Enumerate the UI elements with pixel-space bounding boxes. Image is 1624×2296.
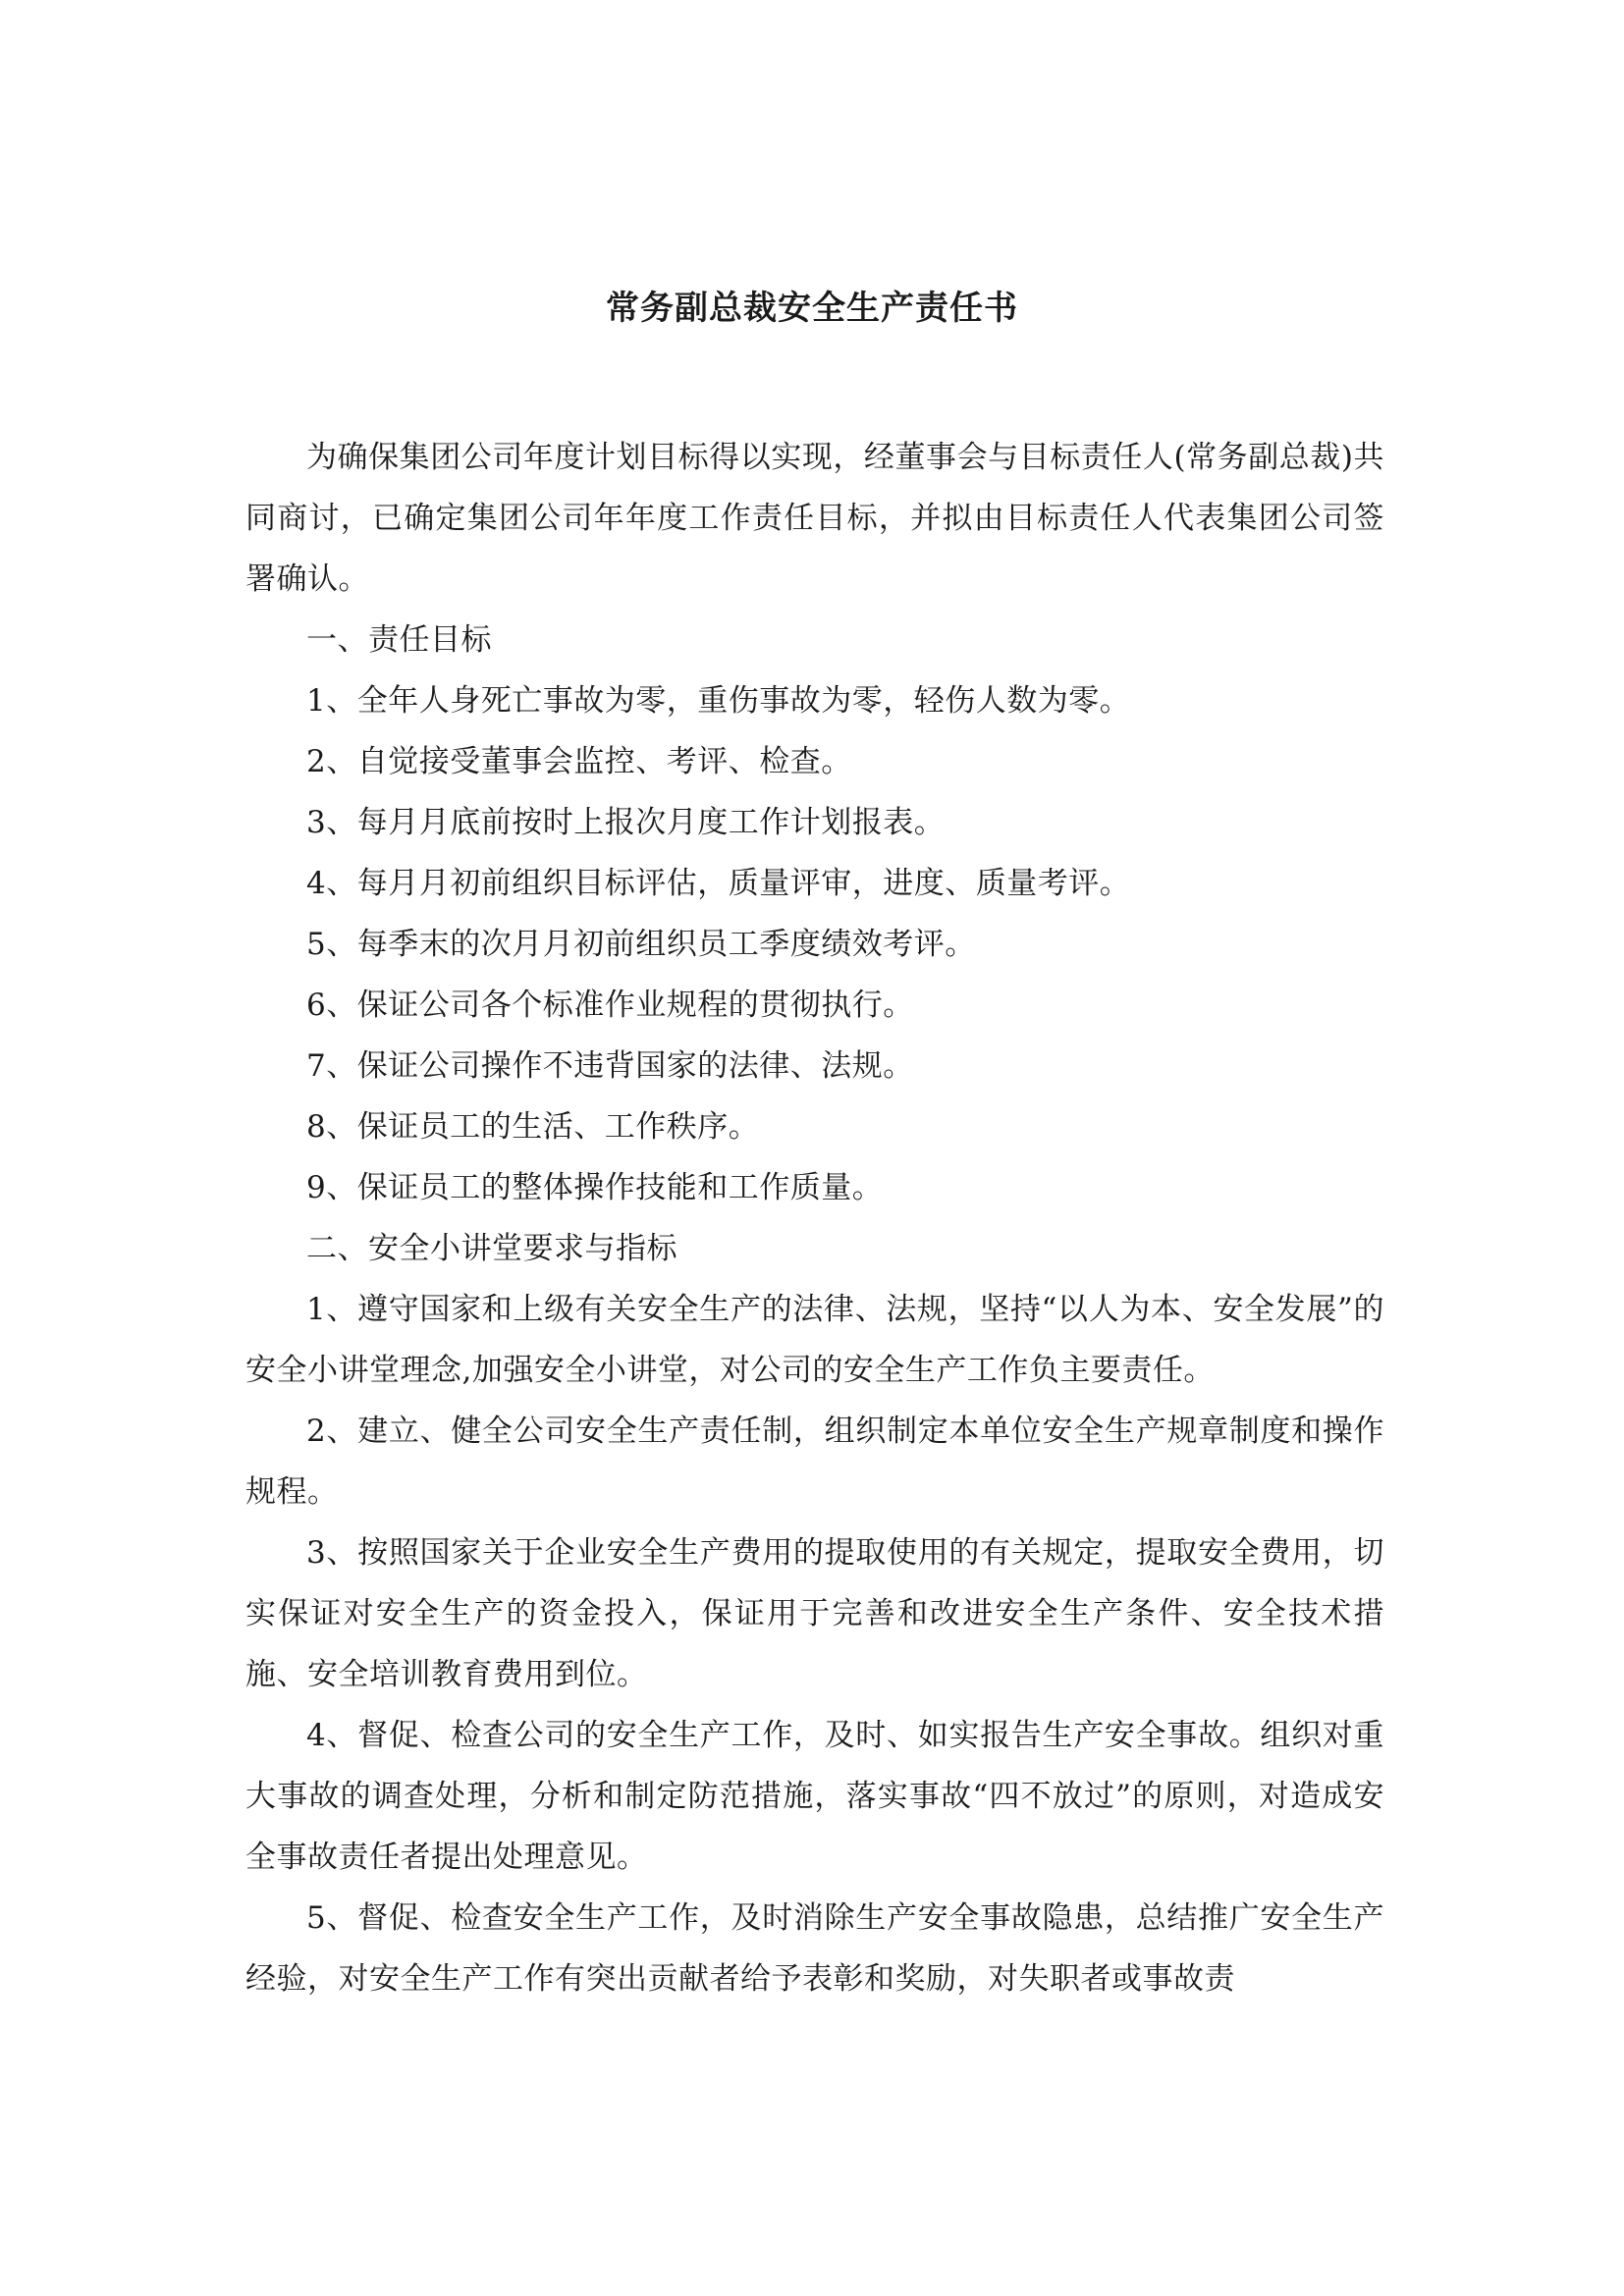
goal-item-3: 3、每月月底前按时上报次月度工作计划报表。 [306, 805, 946, 840]
document-body [245, 427, 1384, 2009]
goal-item-5: 5、每季末的次月月初前组织员工季度绩效考评。 [306, 927, 976, 962]
goal-item-2: 2、自觉接受董事会监控、考评、检查。 [306, 744, 852, 779]
goal-item-9: 9、保证员工的整体操作技能和工作质量。 [306, 1170, 884, 1205]
requirement-item-1: 1、遵守国家和上级有关安全生产的法律、法规，坚持“以人为本、安全发展”的安全小讲堂理念,加强安全小讲堂，对公司的安全生产工作负主要责任。 [245, 1292, 1384, 1388]
document-title: 常务副总裁安全生产责任书 [606, 289, 1018, 328]
goal-item-1: 1、全年人身死亡事故为零，重伤事故为零，轻伤人数为零。 [306, 683, 1131, 719]
goal-item-7: 7、保证公司操作不违背国家的法律、法规。 [306, 1048, 914, 1084]
requirement-item-2: 2、建立、健全公司安全生产责任制，组织制定本单位安全生产规章制度和操作规程。 [245, 1414, 1384, 1510]
section-heading-responsibility-goals: 一、责任目标 [306, 622, 492, 658]
goal-item-4: 4、每月月初前组织目标评估，质量评审，进度、质量考评。 [306, 866, 1131, 901]
goal-item-8: 8、保证员工的生活、工作秩序。 [306, 1109, 760, 1145]
goal-item-6: 6、保证公司各个标准作业规程的贯彻执行。 [306, 988, 914, 1023]
requirement-item-3: 3、按照国家关于企业安全生产费用的提取使用的有关规定，提取安全费用，切实保证对安全生产的资金投入，保证用于完善和改进安全生产条件、安全技术措施、安全培训教育费用到位。 [245, 1535, 1384, 1692]
requirement-item-5: 5、督促、检查安全生产工作，及时消除生产安全事故隐患，总结推广安全生产经验，对安全生产工作有突出贡献者给予表彰和奖励，对失职者或事故责 [245, 1900, 1384, 1997]
intro-paragraph: 为确保集团公司年度计划目标得以实现，经董事会与目标责任人(常务副总裁)共同商讨，已确定集团公司年年度工作责任目标，并拟由目标责任人代表集团公司签署确认。 [245, 440, 1384, 597]
requirement-item-4: 4、督促、检查公司的安全生产工作，及时、如实报告生产安全事故。组织对重大事故的调查处理，分析和制定防范措施，落实事故“四不放过”的原则，对造成安全事故责任者提出处理意见。 [245, 1718, 1384, 1875]
section-heading-safety-requirements: 二、安全小讲堂要求与指标 [306, 1231, 677, 1266]
